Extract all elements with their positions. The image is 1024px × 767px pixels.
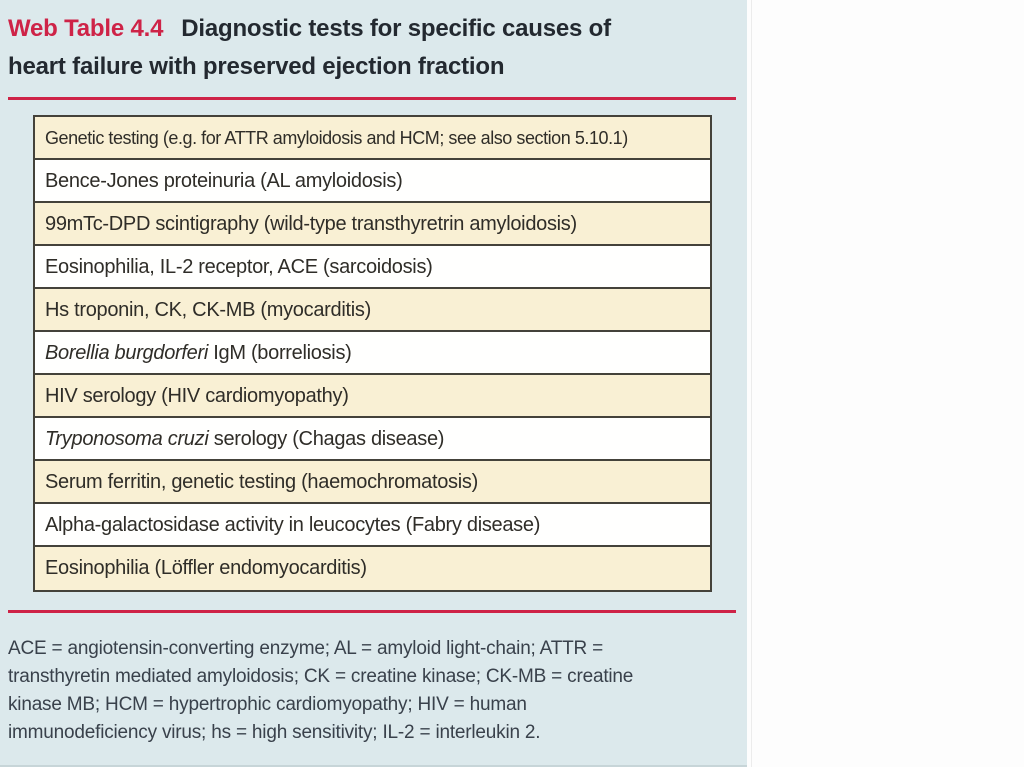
table-row xyxy=(35,246,710,289)
row-text: Eosinophilia, IL-2 receptor, ACE (sarcoidosis) xyxy=(45,256,433,278)
footnote-line: transthyretin mediated amyloidosis; CK = creatine kinase; CK-MB = creatine xyxy=(8,666,634,687)
table-row xyxy=(35,418,710,461)
row-text: Hs troponin, CK, CK-MB (myocarditis) xyxy=(45,299,371,321)
table-row xyxy=(35,332,710,375)
table-caption xyxy=(0,0,747,86)
row-text: Tryponosoma cruzi xyxy=(45,428,209,450)
table-row xyxy=(35,547,710,590)
abbreviations-footnote xyxy=(8,635,737,747)
row-text: Alpha-galactosidase activity in leucocytes (Fabry disease) xyxy=(45,514,541,536)
footnote-line: immunodeficiency virus; hs = high sensitivity; IL-2 = interleukin 2. xyxy=(8,722,541,743)
row-text: serology (Chagas disease) xyxy=(208,428,445,450)
row-text: IgM (borreliosis) xyxy=(207,342,352,364)
table-row xyxy=(35,461,710,504)
table-row xyxy=(35,160,710,203)
bottom-rule xyxy=(8,610,736,613)
row-text: Borellia burgdorferi xyxy=(45,342,208,364)
table-row xyxy=(35,375,710,418)
row-text: 99mTc-DPD scintigraphy (wild-type transthyretrin amyloidosis) xyxy=(45,213,577,235)
diagnostic-table xyxy=(33,115,712,592)
panel-edge-divider xyxy=(751,0,752,767)
row-text: HIV serology (HIV cardiomyopathy) xyxy=(45,385,349,407)
caption-title-part2: heart failure with preserved ejection fraction xyxy=(8,53,505,80)
table-row xyxy=(35,203,710,246)
table-row xyxy=(35,504,710,547)
footnote-line: ACE = angiotensin-converting enzyme; AL = amyloid light-chain; ATTR = xyxy=(8,638,604,659)
footnote-line: kinase MB; HCM = hypertrophic cardiomyopathy; HIV = human xyxy=(8,694,527,715)
table-number-label: Web Table 4.4 xyxy=(8,15,164,42)
caption-title-part1: Diagnostic tests for specific causes of xyxy=(181,15,611,42)
row-text: Serum ferritin, genetic testing (haemochromatosis) xyxy=(45,471,478,493)
row-text: Genetic testing (e.g. for ATTR amyloidosis and HCM; see also section 5.10.1) xyxy=(45,128,628,148)
top-rule xyxy=(8,97,736,100)
table-row xyxy=(35,117,710,160)
row-text: Eosinophilia (Löffler endomyocarditis) xyxy=(45,557,367,579)
table-row xyxy=(35,289,710,332)
row-text: Bence-Jones proteinuria (AL amyloidosis) xyxy=(45,170,403,192)
caption-line-1 xyxy=(8,15,611,42)
